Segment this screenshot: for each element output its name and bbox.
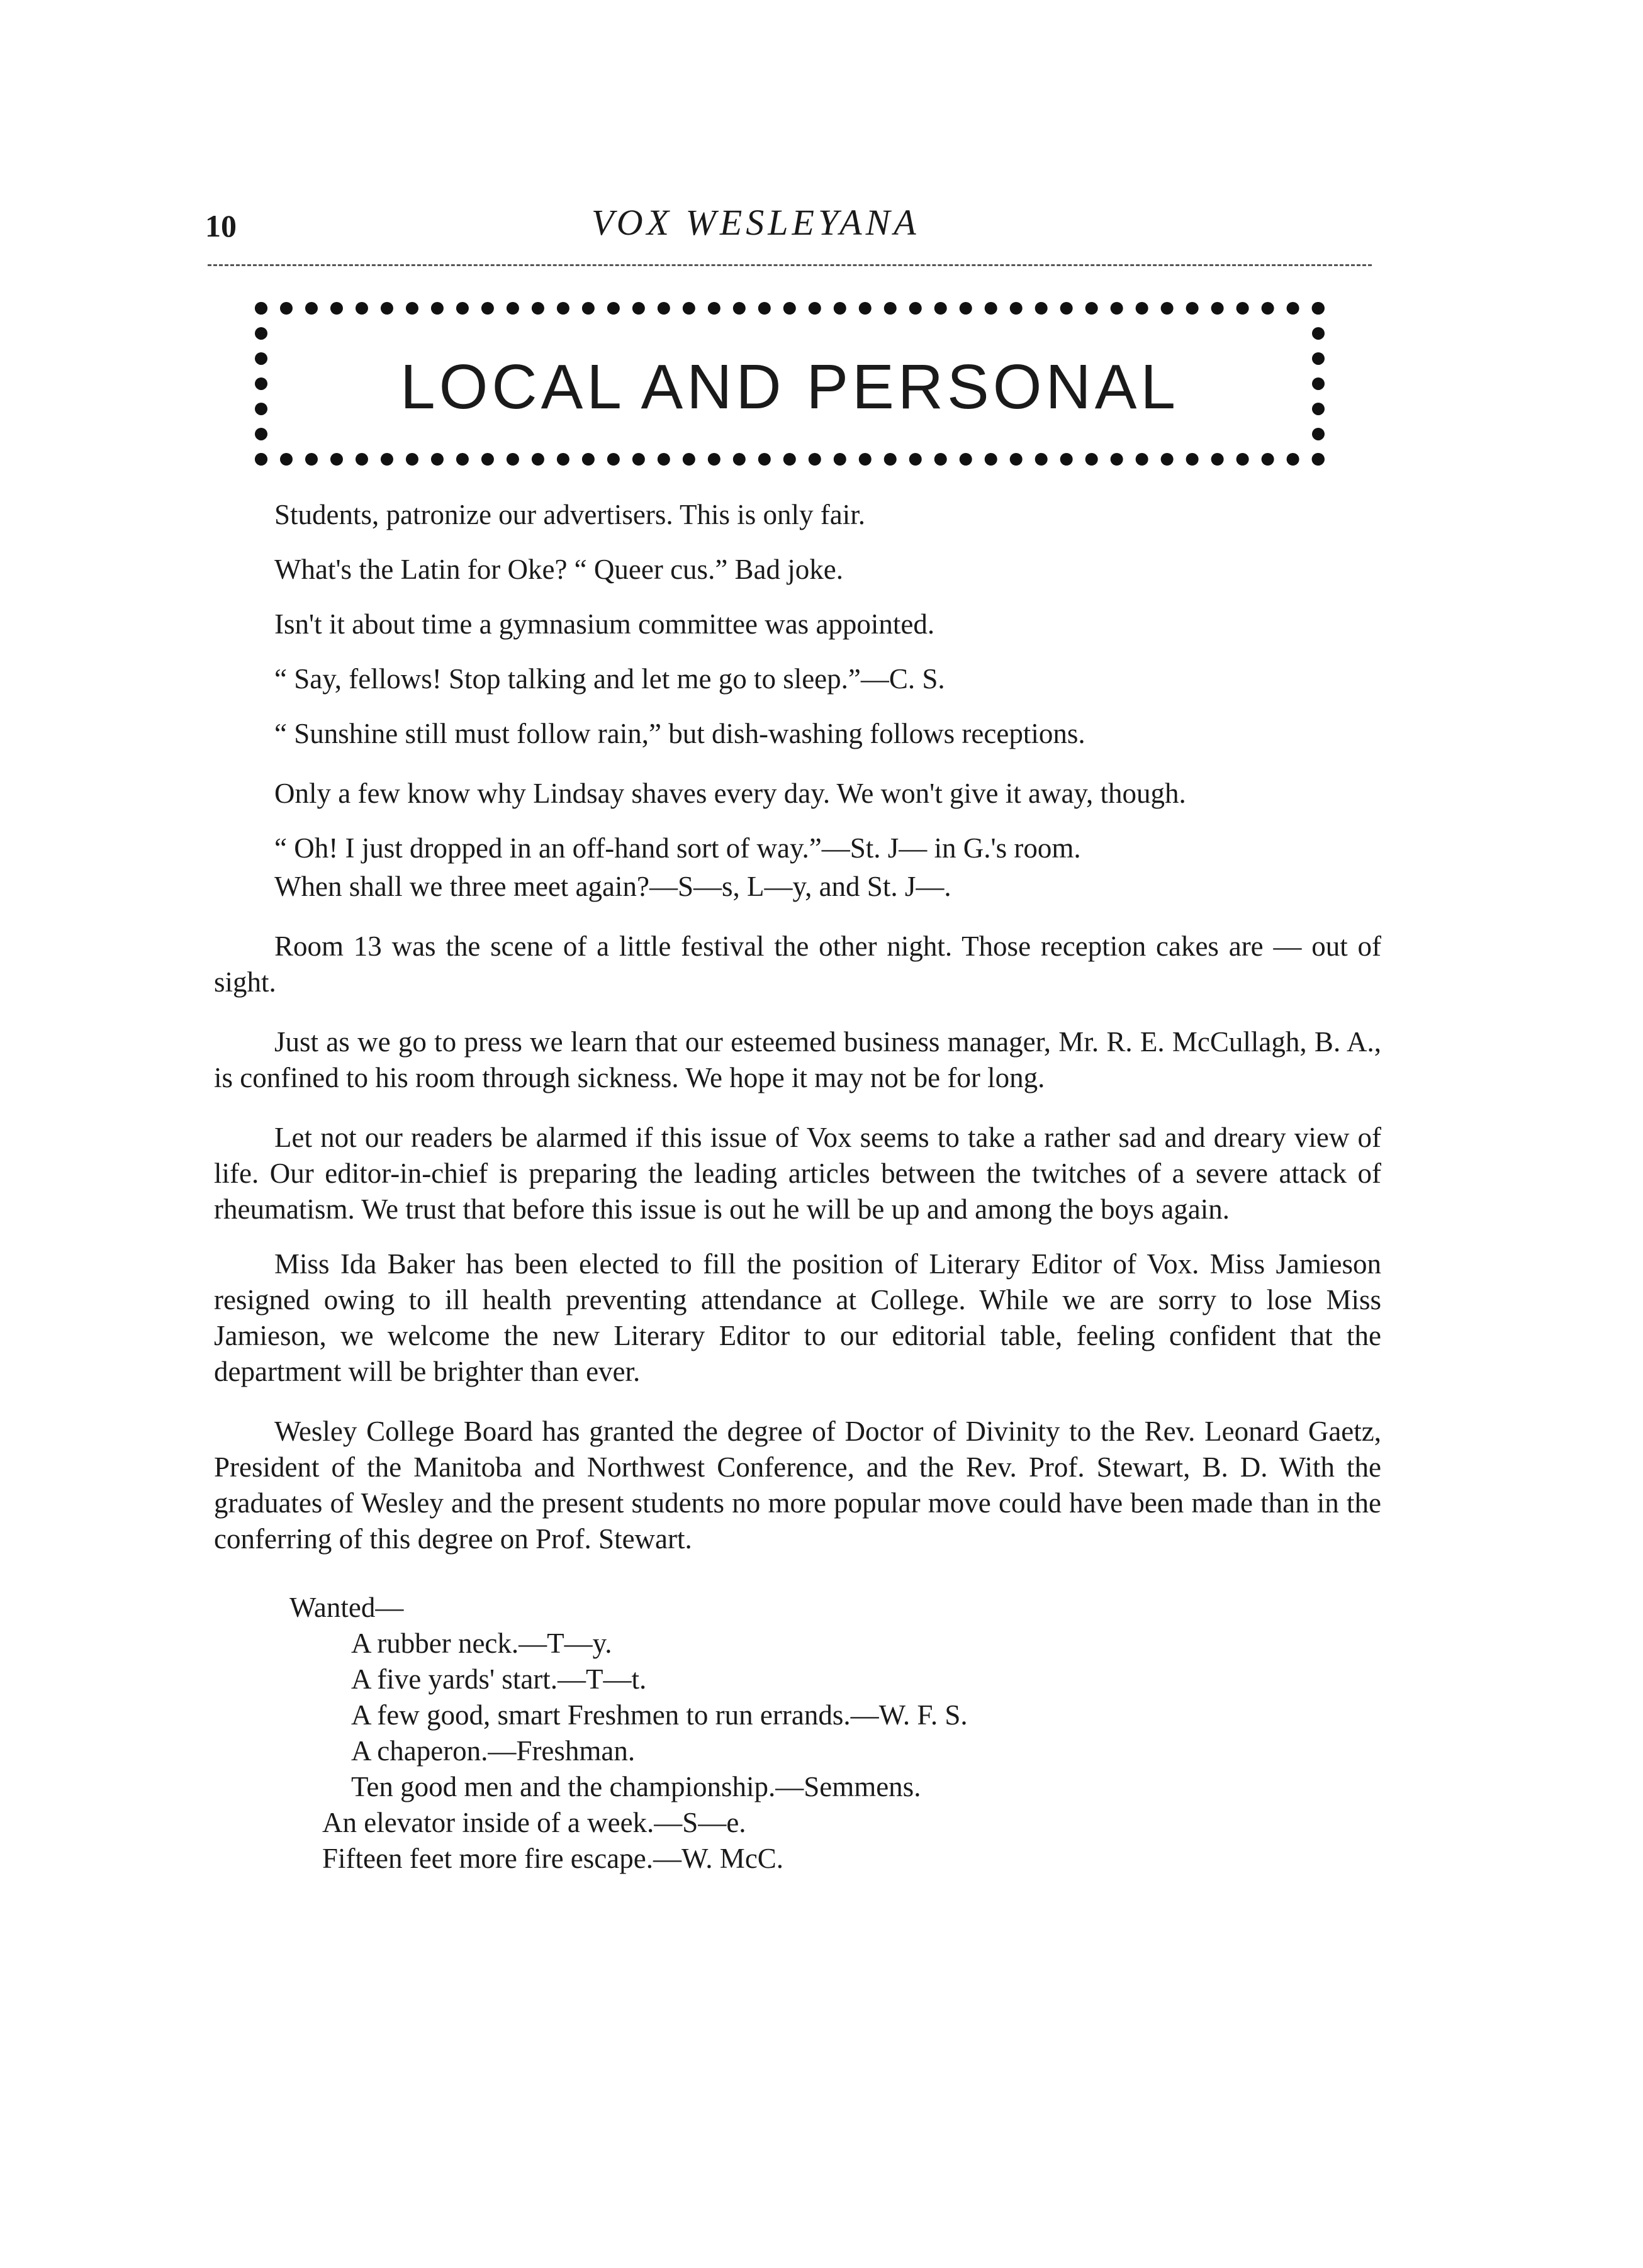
wanted-heading: Wanted— (289, 1592, 404, 1623)
wanted-item: Ten good men and the championship.—Semmens. (351, 1771, 921, 1802)
paragraph: Room 13 was the scene of a little festival the other night. Those reception cakes are — out of sight. (214, 930, 1381, 998)
wanted-item: A rubber neck.—T—y. (351, 1628, 612, 1659)
wanted-item: An elevator inside of a week.—S—e. (322, 1807, 746, 1838)
paragraph: Miss Ida Baker has been elected to fill the position of Literary Editor of Vox. Miss Jamieson resigned owing to ill health preventing attendance at College. While we are sorry to lose Miss Jamieson, we welcome the new Literary Editor to our editorial table, feeling confident that the department will be brighter than ever. (214, 1248, 1381, 1387)
paragraph: Students, patronize our advertisers. This is only fair. (274, 499, 866, 530)
paragraph: “ Oh! I just dropped in an off-hand sort of way.”—St. J— in G.'s room. (274, 832, 1081, 864)
section-title: LOCAL AND PERSONAL (400, 352, 1180, 422)
wanted-item: Fifteen feet more fire escape.—W. McC. (322, 1843, 784, 1874)
paragraph: “ Say, fellows! Stop talking and let me go to sleep.”—C. S. (274, 663, 945, 695)
page-number: 10 (205, 208, 237, 243)
running-head: VOX WESLEYANA (592, 202, 920, 243)
wanted-item: A chaperon.—Freshman. (351, 1735, 636, 1767)
paragraph: Let not our readers be alarmed if this issue of Vox seems to take a rather sad and dreary view of life. Our editor-in-chief is preparing the leading articles between the twitches of a severe attack of rheumatism. We trust that before this issue is out he will be up and among the boys again. (214, 1122, 1381, 1225)
paragraph: Just as we go to press we learn that our esteemed business manager, Mr. R. E. McCullagh, B. A., is confined to his room through sickness. We hope it may not be for long. (214, 1026, 1381, 1093)
paragraph: When shall we three meet again?—S—s, L—y, and St. J—. (274, 871, 951, 902)
article-body (214, 497, 1381, 1877)
wanted-item: A five yards' start.—T—t. (351, 1663, 647, 1695)
wanted-list (289, 1626, 1381, 1877)
paragraph: Wesley College Board has granted the degree of Doctor of Divinity to the Rev. Leonard Gaetz, President of the Manitoba and Northwest Conference, and the Rev. Prof. Stewart, B. D. With the graduates of Wesley and the present students no more popular move could have been made than in the conferring of this degree on Prof. Stewart. (214, 1416, 1381, 1555)
header-rule (208, 264, 1372, 266)
paragraph: Only a few know why Lindsay shaves every day. We won't give it away, though. (274, 778, 1186, 809)
paragraph: Isn't it about time a gymnasium committee was appointed. (274, 608, 935, 640)
section-banner (255, 302, 1325, 466)
paragraph: What's the Latin for Oke? “ Queer cus.” Bad joke. (274, 554, 843, 585)
paragraph: “ Sunshine still must follow rain,” but dish-washing follows receptions. (274, 718, 1085, 749)
wanted-section (289, 1590, 1381, 1877)
wanted-item: A few good, smart Freshmen to run errands.—W. F. S. (351, 1699, 968, 1731)
